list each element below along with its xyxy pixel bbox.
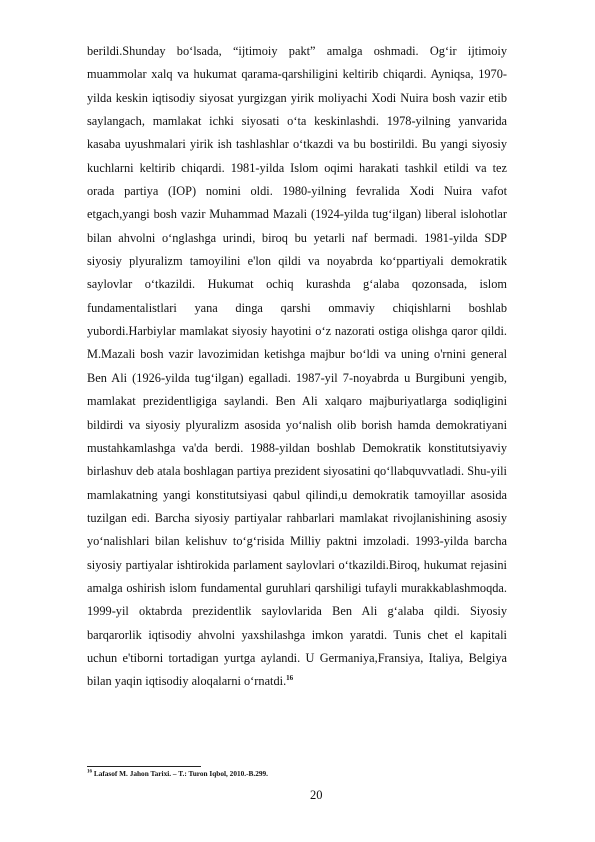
footnote [87, 769, 517, 779]
footnote-marker: 16 [87, 769, 92, 775]
body-paragraph [87, 40, 507, 694]
footnote-reference: 16 [286, 674, 294, 683]
footnote-text: Lafasof M. Jahon Tarixi. – T.: Turon Iqbol, 2010.-B.299. [93, 769, 268, 778]
footnote-divider [87, 766, 201, 767]
paragraph-text: berildi.Shunday bo‘lsada, “ijtimoiy pakt” amalga oshmadi. Og‘ir ijtimoiy muammolar xalq va hukumat qarama-qarshiligini keltirib chiqardi. Ayniqsa, 1970-yilda keskin iqtisodiy siyosat yurgizgan yirik moliyachi Xodi Nuira bosh vazir etib saylangach, mamlakat ichki siyosati o‘ta keskinlashdi. 1978-yilning yanvarida kasaba uyushmalari yirik ish tashlashlar o‘tkazdi va bu bostirildi. Bu yangi siyosiy kuchlarni keltirib chiqardi. 1981-yilda Islom oqimi harakati tashkil etildi va tez orada partiya (IOP) nomini oldi. 1980-yilning fevralida Xodi Nuira vafot etgach,yangi bosh vazir Muhammad Mazali (1924-yilda tug‘ilgan) liberal islohotlar bilan ahvolni o‘nglashga urindi, biroq bu yetarli naf bermadi. 1981-yilda SDP siyosiy plyuralizm tamoyilini e'lon qildi va noyabrda ko‘ppartiyali demokratik saylovlar o‘tkazildi. Hukumat ochiq kurashda g‘alaba qozonsada, islom fundamentalistlari yana dinga qarshi ommaviy chiqishlarni boshlab yubordi.Harbiylar mamlakat siyosiy hayotini o‘z nazorati ostiga olishga qaror qildi. M.Mazali bosh vazir lavozimidan ketishga majbur bo‘ldi va uning o'rnini general Ben Ali (1926-yilda tug‘ilgan) egalladi. 1987-yil 7-noyabrda u Burgibuni yengib, mamlakat prezidentligiga saylandi. Ben Ali xalqaro majburiyatlarga sodiqligini bildirdi va siyosiy plyuralizm asosida yo‘nalish olib borish hamda demokratiyani mustahkamlashga va'da berdi. 1988-yildan boshlab Demokratik konstitutsiyaviy birlashuv deb atala boshlagan partiya prezident siyosatini qo‘llabquvvatladi. Shu-yili mamlakatning yangi konstitutsiyasi qabul qilindi,u demokratik tamoyillar asosida tuzilgan edi. Barcha siyosiy partiyalar rahbarlari mamlakat rivojlanishining asosiy yo‘nalishlari bilan kelishuv to‘g‘risida Milliy paktni imzoladi. 1993-yilda barcha siyosiy partiyalar ishtirokida parlament saylovlari o‘tkazildi.Biroq, hukumat rejasini amalga oshirish islom fundamental guruhlari qarshiligi tufayli murakkablashmoqda. 1999-yil oktabrda prezidentlik saylovlarida Ben Ali g‘alaba qildi. Siyosiy barqarorlik iqtisodiy ahvolni yaxshilashga imkon yaratdi. Tunis chet el kapitali uchun e'tiborni tortadigan yurtga aylandi. U Germaniya,Fransiya, Italiya, Belgiya bilan yaqin iqtisodiy aloqalarni o‘rnatdi. [87, 44, 507, 689]
page-number: 20 [310, 788, 323, 802]
